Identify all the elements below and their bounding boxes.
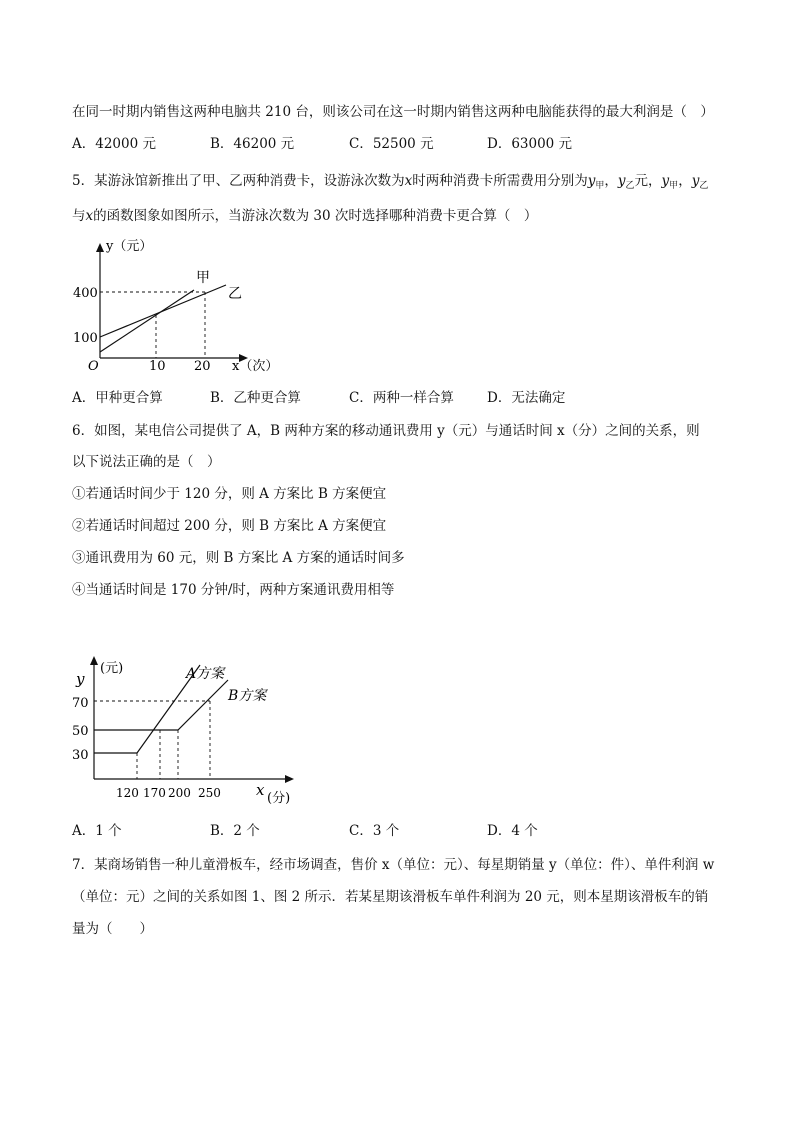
y-axis-arrow xyxy=(96,243,104,252)
y-tick-400: 400 xyxy=(73,286,98,301)
q6-option-a[interactable]: A．1 个 xyxy=(72,823,122,839)
q6-stem-line-2: 以下说法正确的是（ ） xyxy=(72,454,221,470)
q5-text: 5．某游泳馆新推出了甲、乙两种消费卡，设游泳次数为 xyxy=(72,173,405,189)
y-tick-100: 100 xyxy=(73,331,98,346)
x-tick-170: 170 xyxy=(143,786,166,800)
x-axis-unit: (分) xyxy=(267,791,291,806)
subscript-jia: 甲 xyxy=(595,181,605,191)
line-yi xyxy=(100,285,226,337)
label-jia: 甲 xyxy=(196,270,210,286)
q6-option-d[interactable]: D．4 个 xyxy=(487,823,538,839)
q5-stem-line-2 xyxy=(72,207,537,225)
x-tick-200: 200 xyxy=(168,786,191,800)
y-axis-arrow xyxy=(90,656,98,665)
y-tick-50: 50 xyxy=(72,724,89,739)
q4-option-a[interactable]: A．42000 元 xyxy=(72,136,156,152)
x-tick-120: 120 xyxy=(116,786,139,800)
q4-option-c[interactable]: C．52500 元 xyxy=(349,136,434,152)
var-x: x xyxy=(85,208,94,224)
q5-option-a[interactable]: A．甲种更合算 xyxy=(72,390,163,406)
x-tick-10: 10 xyxy=(149,359,166,374)
x-tick-250: 250 xyxy=(198,786,221,800)
x-axis-label: x（次） xyxy=(232,359,279,374)
q5-option-b[interactable]: B．乙种更合算 xyxy=(210,390,301,406)
line-jia xyxy=(100,290,194,352)
q6-chart xyxy=(68,650,318,810)
q5-text: 的函数图象如图所示，当游泳次数为 30 次时选择哪种消费卡更合算（ ） xyxy=(93,208,538,224)
q5-stem-line-1 xyxy=(72,172,708,195)
q4-option-b[interactable]: B．46200 元 xyxy=(210,136,295,152)
q6-stem-line-1: 6．如图，某电信公司提供了 A，B 两种方案的移动通讯费用 y（元）与通话时间 x（分）之间的关系，则 xyxy=(72,423,700,439)
q5-text: 时两种消费卡所需费用分别为 xyxy=(412,173,588,189)
q5-option-d[interactable]: D．无法确定 xyxy=(487,390,566,406)
y-axis-label: y xyxy=(76,670,85,688)
q6-option-c[interactable]: C．3 个 xyxy=(349,823,400,839)
q5-text: ， xyxy=(604,173,618,189)
q5-text: 元， xyxy=(634,173,662,189)
q4-stem-line: 在同一时期内销售这两种电脑共 210 台，则该公司在这一时期内销售这两种电脑能获得的最大利润是（ ） xyxy=(72,104,714,120)
label-plan-b: B方案 xyxy=(228,688,267,704)
q7-stem-line-2: （单位：元）之间的关系如图 1、图 2 所示．若某星期该滑板车单件利润为 20 元，则本星期该滑板车的销 xyxy=(72,889,709,905)
y-axis-label: y（元） xyxy=(106,239,153,254)
var-y: y xyxy=(587,173,596,189)
q6-statement-4: ④当通话时间是 170 分钟/时，两种方案通讯费用相等 xyxy=(72,582,395,598)
q5-chart xyxy=(66,232,296,382)
q6-statement-3: ③通讯费用为 60 元，则 B 方案比 A 方案的通话时间多 xyxy=(72,550,405,566)
q7-stem-line-3: 量为（ ） xyxy=(72,921,153,937)
x-axis-label: x xyxy=(256,781,265,799)
subscript-yi: 乙 xyxy=(699,181,709,191)
line-plan-b xyxy=(94,680,228,730)
x-tick-20: 20 xyxy=(194,359,211,374)
q6-option-b[interactable]: B．2 个 xyxy=(210,823,260,839)
subscript-jia: 甲 xyxy=(669,181,679,191)
label-plan-a: A方案 xyxy=(186,666,225,682)
var-x: x xyxy=(404,173,413,189)
q6-statement-2: ②若通话时间超过 200 分，则 B 方案比 A 方案便宜 xyxy=(72,518,387,534)
q5-option-c[interactable]: C．两种一样合算 xyxy=(349,390,454,406)
var-y: y xyxy=(617,173,626,189)
subscript-yi: 乙 xyxy=(625,181,635,191)
line-plan-a xyxy=(94,665,200,753)
q5-text: 与 xyxy=(72,208,86,224)
y-axis-unit: (元) xyxy=(100,661,124,676)
origin-label: O xyxy=(88,359,99,374)
y-tick-30: 30 xyxy=(72,748,89,763)
q4-option-d[interactable]: D．63000 元 xyxy=(487,136,573,152)
q5-text: ， xyxy=(678,173,692,189)
q7-stem-line-1: 7．某商场销售一种儿童滑板车，经市场调查，售价 x（单位：元）、每星期销量 y（单位：件）、单件利润 w xyxy=(72,857,715,873)
y-tick-70: 70 xyxy=(72,696,89,711)
var-y: y xyxy=(691,173,700,189)
var-y: y xyxy=(661,173,670,189)
x-axis-arrow xyxy=(285,775,294,783)
label-yi: 乙 xyxy=(228,286,242,302)
q6-statement-1: ①若通话时间少于 120 分，则 A 方案比 B 方案便宜 xyxy=(72,486,387,502)
